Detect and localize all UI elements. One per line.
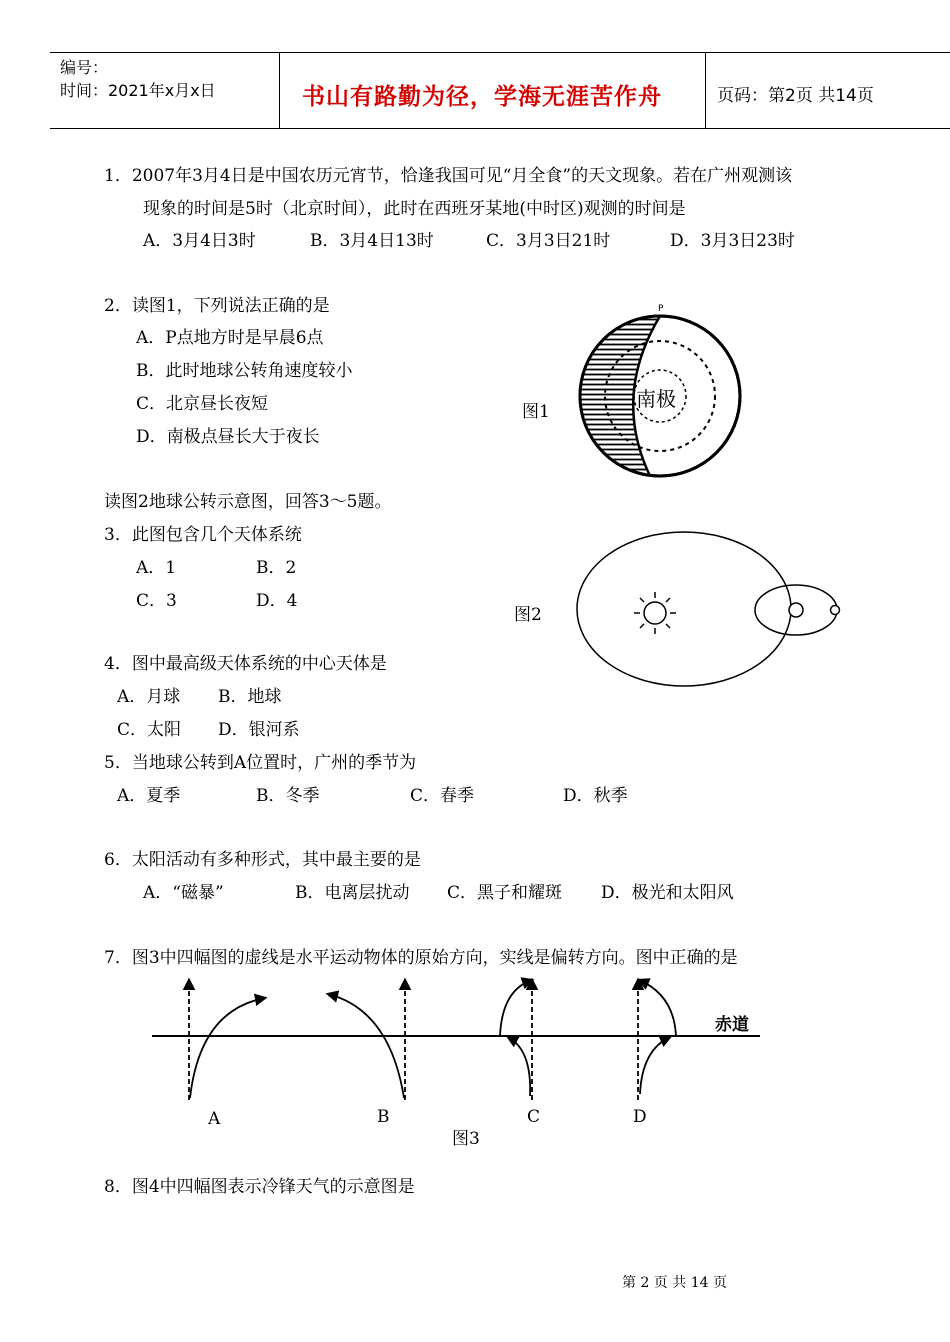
page-info: 页码：第2页 共14页: [717, 86, 874, 106]
fig2-intro: 读图2地球公转示意图，回答3～5题。: [104, 492, 392, 512]
q3-option-d: D．4: [256, 591, 298, 611]
fig3-d-curve-lower: [640, 1037, 670, 1094]
q3-option-a: A．1: [136, 558, 177, 578]
fig3-c-curve-upper: [500, 980, 532, 1036]
q1-line1: 1．2007年3月4日是中国农历元宵节，恰逢我国可见“月全食”的天文现象。若在广州观测该: [104, 166, 793, 186]
q5-option-d: D．秋季: [563, 786, 628, 806]
q8-stem: 8．图4中四幅图表示冷锋天气的示意图是: [104, 1177, 415, 1197]
fig2-earth-orbit: [577, 532, 791, 686]
q5-stem: 5．当地球公转到A位置时，广州的季节为: [104, 753, 417, 773]
q4-option-d: D．银河系: [218, 720, 300, 740]
header-top-rule: [50, 52, 950, 53]
fig3-b-curve: [328, 994, 404, 1098]
q2-option-a: A．P点地方时是早晨6点: [136, 328, 324, 348]
serial-label: 编号：: [60, 58, 109, 77]
header-divider-2: [705, 52, 706, 129]
fig3-label: 图3: [452, 1129, 480, 1149]
q1-line2: 现象的时间是5时（北京时间），此时在西班牙某地(中时区)观测的时间是: [143, 199, 686, 219]
q6-option-c: C．黑子和耀斑: [447, 883, 563, 903]
time-label: 时间：2021年x月x日: [60, 81, 216, 100]
fig2-sun: [634, 592, 676, 634]
q3-option-c: C．3: [136, 591, 177, 611]
fig3-a-label: A: [208, 1109, 221, 1129]
fig3-d-curve-upper: [639, 980, 676, 1036]
fig1-pole-label: 南极: [636, 387, 676, 411]
fig2-label: 图2: [514, 605, 542, 625]
fig3-diagram: [140, 970, 780, 1130]
fig1-label: 图1: [522, 402, 550, 422]
q2-option-c: C．北京昼长夜短: [136, 394, 269, 414]
q1-option-c: C．3月3日21时: [486, 231, 611, 251]
q5-option-c: C．春季: [410, 786, 475, 806]
fig3-b-label: B: [377, 1107, 390, 1127]
fig3-equator-label: 赤道: [715, 1015, 749, 1035]
q4-option-a: A．月球: [117, 687, 181, 707]
q6-option-b: B．电离层扰动: [295, 883, 410, 903]
q5-option-b: B．冬季: [256, 786, 320, 806]
q6-option-d: D．极光和太阳风: [601, 883, 734, 903]
q6-stem: 6．太阳活动有多种形式，其中最主要的是: [104, 850, 421, 870]
q1-option-a: A．3月4日3时: [143, 231, 256, 251]
fig2-diagram: [570, 525, 850, 700]
fig2-moon: [831, 606, 840, 615]
fig1-diagram: [570, 298, 750, 488]
page-footer: 第 2 页 共 14 页: [622, 1275, 727, 1291]
q4-stem: 4．图中最高级天体系统的中心天体是: [104, 654, 387, 674]
motto: 书山有路勤为径，学海无涯苦作舟: [302, 84, 662, 110]
q7-stem: 7．图3中四幅图的虚线是水平运动物体的原始方向，实线是偏转方向。图中正确的是: [104, 948, 738, 968]
q2-option-b: B．此时地球公转角速度较小: [136, 361, 353, 381]
fig1-point-p: P: [658, 304, 664, 314]
fig2-earth: [789, 603, 803, 617]
q5-option-a: A．夏季: [117, 786, 181, 806]
q6-option-a: A．“磁暴”: [143, 883, 224, 903]
header-divider-1: [279, 52, 280, 129]
q4-option-c: C．太阳: [117, 720, 182, 740]
q1-option-b: B．3月4日13时: [310, 231, 434, 251]
q2-stem: 2．读图1，下列说法正确的是: [104, 296, 330, 316]
q4-option-b: B．地球: [218, 687, 282, 707]
fig3-c-curve-lower: [508, 1037, 530, 1096]
fig3-d-label: D: [633, 1107, 647, 1127]
q2-option-d: D．南极点昼长大于夜长: [136, 427, 320, 447]
fig3-a-curve: [190, 998, 265, 1098]
q1-option-d: D．3月3日23时: [670, 231, 795, 251]
q3-option-b: B．2: [256, 558, 297, 578]
q3-stem: 3．此图包含几个天体系统: [104, 525, 302, 545]
header-bottom-rule: [50, 128, 950, 129]
fig3-c-label: C: [527, 1107, 541, 1127]
